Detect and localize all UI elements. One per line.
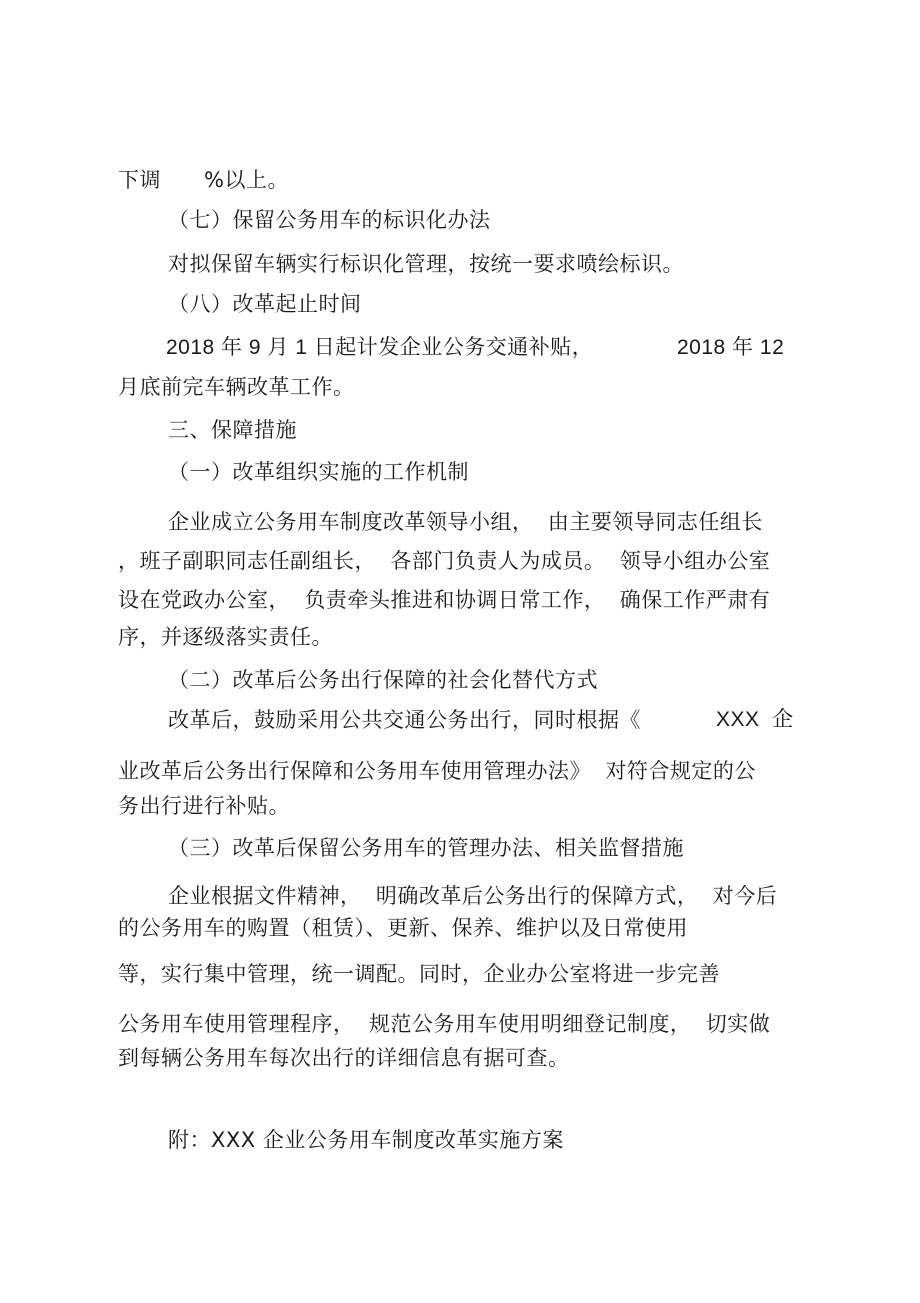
text-line: 公务用车使用管理程序， 规范公务用车使用明细登记制度， 切实做 [118, 1012, 771, 1036]
text-line: 2018 年 12 [677, 336, 785, 359]
section-heading: （七）保留公务用车的标识化办法 [168, 208, 491, 232]
text-line: ，班子副职同志任副组长， 各部门负责人为成员。 领导小组办公室 [118, 549, 771, 573]
section-heading: （一）改革组织实施的工作机制 [168, 460, 469, 484]
text-line: 务出行进行补贴。 [118, 794, 290, 818]
text-line: XXX 企 [716, 708, 794, 731]
section-heading: 三、保障措施 [168, 418, 297, 442]
text-line: 月底前完车辆改革工作。 [118, 375, 355, 399]
text-line: 业改革后公务出行保障和公务用车使用管理办法》 对符合规定的公 [118, 759, 756, 783]
text-line: 到每辆公务用车每次出行的详细信息有据可查。 [118, 1046, 570, 1070]
attachment-note: 附：XXX 企业公务用车制度改革实施方案 [168, 1128, 564, 1152]
section-heading: （二）改革后公务出行保障的社会化替代方式 [168, 668, 598, 692]
text-line: 2018 年 9 月 1 日起计发企业公务交通补贴， [166, 336, 594, 359]
text-line: 设在党政办公室， 负责牵头推进和协调日常工作， 确保工作严肃有 [118, 588, 771, 612]
text-line: 序，并逐级落实责任。 [118, 625, 333, 649]
text-line: 企业根据文件精神， 明确改革后公务出行的保障方式， 对今后 [168, 884, 778, 908]
text-line: 等，实行集中管理，统一调配。同时，企业办公室将进一步完善 [118, 962, 720, 986]
section-heading: （八）改革起止时间 [168, 292, 362, 316]
text-line: 的公务用车的购置（租赁）、更新、保养、维护以及日常使用 [118, 916, 688, 940]
text-line: 企业成立公务用车制度改革领导小组， 由主要领导同志任组长 [168, 510, 763, 534]
text-line: 对拟保留车辆实行标识化管理，按统一要求喷绘标识。 [168, 252, 684, 276]
section-heading: （三）改革后保留公务用车的管理办法、相关监督措施 [168, 836, 684, 860]
text-line: 下调 %以上。 [118, 168, 289, 192]
text-line: 改革后，鼓励采用公共交通公务出行，同时根据《 [168, 708, 641, 732]
